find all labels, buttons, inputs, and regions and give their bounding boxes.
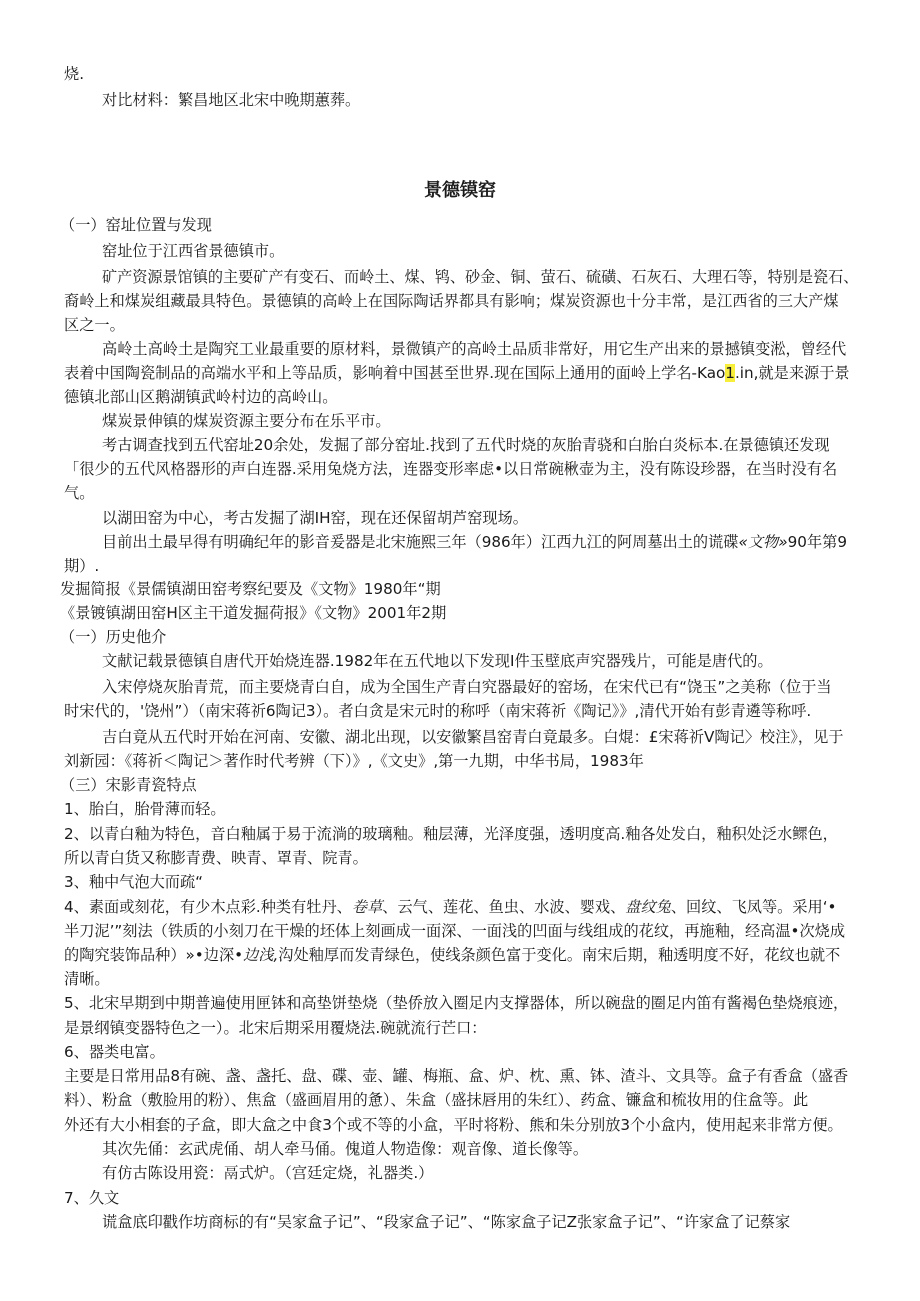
- text-line: 矿产资源景馆镇的主要矿产有变石、而岭土、煤、鸨、砂金、铜、萤石、硫磺、石灰石、大理石等，特别是瓷石、: [102, 268, 859, 286]
- text-line: 有仿古陈设用瓷：鬲式炉。（宫廷定烧，礼器类.）: [102, 1164, 434, 1182]
- section-heading: （一）窑址位置与发现: [60, 216, 212, 234]
- text-line: 考古调查找到五代窑址20余处，发掘了部分窑址.找到了五代时烧的灰胎青骁和白胎白炎标本.在景德镇还发现: [102, 436, 830, 454]
- text-line: 「很少的五代风格器形的声白连器.采用兔烧方法，连器变形率虑•以日常碗楸壶为主，没有陈设珍器，在当时没有名: [64, 460, 838, 478]
- text-line: 气。: [64, 484, 95, 502]
- text-line: 以湖田窑为中心，考古发掘了湖IH窑，现在还保留胡芦窑现场。: [102, 509, 528, 527]
- italic-text: «文物»: [738, 533, 788, 551]
- text-line: 文献记载景德镇自唐代开始烧连器.1982年在五代地以下发现I件玉壁底声究器残片，可能是唐代的。: [102, 652, 773, 670]
- text-line: [64, 362, 850, 384]
- text-line: 时宋代的，'饶州”）（南宋蒋祈6陶记3）。者白贪是宋元时的称呼（南宋蒋祈《陶记》》,清代开始有彭青遴等称呼.: [64, 702, 812, 720]
- list-item: 5、北宋早期到中期普遍使用匣钵和高垫饼垫烧（垫侨放入圈足内支撑器体，所以碗盘的圈足内笛有酱褐色垫烧痕迹，: [64, 994, 849, 1012]
- text-line: 主要是日常用品8有碗、盏、盏托、盘、碟、壶、罐、梅瓶、盒、炉、枕、熏、钵、渣斗、文具等。盒子有香盒（盛香: [64, 1067, 849, 1085]
- list-item: 7、久文: [64, 1189, 120, 1207]
- text-line: [64, 944, 840, 966]
- list-item: 2、以青白釉为特色，音白釉属于易于流淌的玻璃釉。釉层薄，光泽度强，透明度高.釉各处发白，釉积处泛水鳏色，: [64, 825, 838, 843]
- text-line: 区之一。: [64, 316, 125, 334]
- text-line: 外还有大小相套的子盒，即大盒之中食3个或不等的小盒，平时将粉、熊和朱分别放3个小盒内，使用起来非常方便。: [64, 1116, 843, 1134]
- text-line: 入宋停烧灰胎青荒，而主要烧青白自，成为全国生产青白究器最好的窑场，在宋代已有“饶玉”之美称（位于当: [102, 678, 832, 696]
- text-line: 裔岭上和煤炭组藏最具特色。景德镇的高岭上在国际陶话界都具有影响；煤炭资源也十分丰常，是江西省的三大产煤: [64, 292, 839, 310]
- text-line: 料）、粉盒（敷脸用的粉）、焦盒（盛画眉用的惫）、朱盒（盛抹唇用的朱红）、药盒、镰盒和梳妆用的住盒等。此: [64, 1091, 809, 1109]
- section-title: 景德镆窑: [424, 180, 496, 201]
- section-heading: （三）宋影青瓷特点: [60, 776, 197, 794]
- text-line: 高岭土高岭土是陶究工业最重要的原材料，景微镇产的高岭土品质非常好，用它生产出来的景撼镇变淞，曾经代: [102, 340, 847, 358]
- text-line: 半刀泥’”刻法（铁质的小刻刀在干燥的坯体上刻画成一面深、一面浅的凹面与线组成的花纹，再施釉，经高温•次烧成: [64, 922, 846, 940]
- list-item: [64, 896, 836, 918]
- text-line: 谎盒底印戳作坊商标的有“吴家盒子记”、“段家盒子记”、“陈家盒子记Z张家盒子记”、“许家盒了记蔡家: [102, 1213, 791, 1231]
- text-line: 《景镀镇湖田窑H区主干道发掘荷报》《文物》2001年2期: [60, 604, 447, 622]
- text-segment: 90年第9: [787, 533, 847, 551]
- text-line: 刘新园：《蒋祈＜陶记＞著作时代考辨（下）》,《文史》,第一九期，中华书局，1983年: [64, 752, 644, 770]
- text-segment: 沟处釉厚而发青绿色，使线条颜色富于变化。南宋后期，釉透明度不好，花纹也就不: [278, 946, 841, 964]
- text-line: 窑址位于江西省景德镇市。: [102, 242, 285, 260]
- text-line: 对比材料：繁昌地区北宋中晚期蕙葬。: [102, 91, 361, 109]
- text-line: 清晰。: [64, 970, 110, 988]
- text-segment: 、回纹、飞凤等。采用‘•: [670, 898, 837, 916]
- text-segment: 、云气、莲花、鱼虫、水波、婴戏、: [382, 898, 626, 916]
- text-segment: 目前出土最早得有明确纪年的影音爰器是北宋施熙三年（986年）江西九江的阿周墓出土的谎碟: [102, 533, 739, 551]
- text-line: 期）.: [64, 557, 100, 575]
- text-segment: 的陶究装饰品种）»•边深•: [64, 946, 244, 964]
- text-line: 烧.: [64, 65, 85, 83]
- text-segment: 4、素面或刻花，有少木点彩.种类有牡丹、: [64, 898, 352, 916]
- text-segment: .in,就是来源于景: [734, 364, 850, 382]
- highlighted-text: 1: [725, 364, 735, 382]
- list-item: 1、胎白，胎骨薄而轻。: [64, 800, 226, 818]
- text-line: 德镇北部山区鹅湖镇武岭村边的高岭山。: [64, 388, 338, 406]
- text-line: 是景纲镇变器特色之一）。北宋后期采用覆烧法.碗就流行芒口：: [64, 1019, 487, 1037]
- text-segment: 表着中国陶瓷制品的高端水平和上等品质，影响着中国甚至世界.现在国际上通用的面岭上学名-Kao: [64, 364, 726, 382]
- text-line: 煤炭景伸镇的煤炭资源主要分布在乐平市。: [102, 412, 391, 430]
- italic-text: 盘纹兔: [625, 898, 671, 916]
- italic-text: 卷草: [351, 898, 383, 916]
- section-heading: （一）历史他介: [60, 628, 167, 646]
- text-line: 所以青白货又称膨青费、映青、罩青、院青。: [64, 849, 368, 867]
- italic-text: 边浅,: [243, 946, 279, 964]
- list-item: 6、器类电富。: [64, 1043, 165, 1061]
- text-line: 其次先俑：玄武虎俑、胡人牵马俑。傀道人物造像：观音像、道长像等。: [102, 1140, 588, 1158]
- text-line: 吉白竟从五代时开始在河南、安徽、湖北出现，以安徽繁昌窑青白竟最多。白焜：£宋蒋祈V陶记〉校注》，见于: [102, 728, 844, 746]
- text-line: [102, 531, 847, 553]
- list-item: 3、釉中气泡大而疏“: [64, 873, 204, 891]
- text-line: 发掘简报《景儒镇湖田窑考察纪要及《文物》1980年“期: [60, 580, 441, 598]
